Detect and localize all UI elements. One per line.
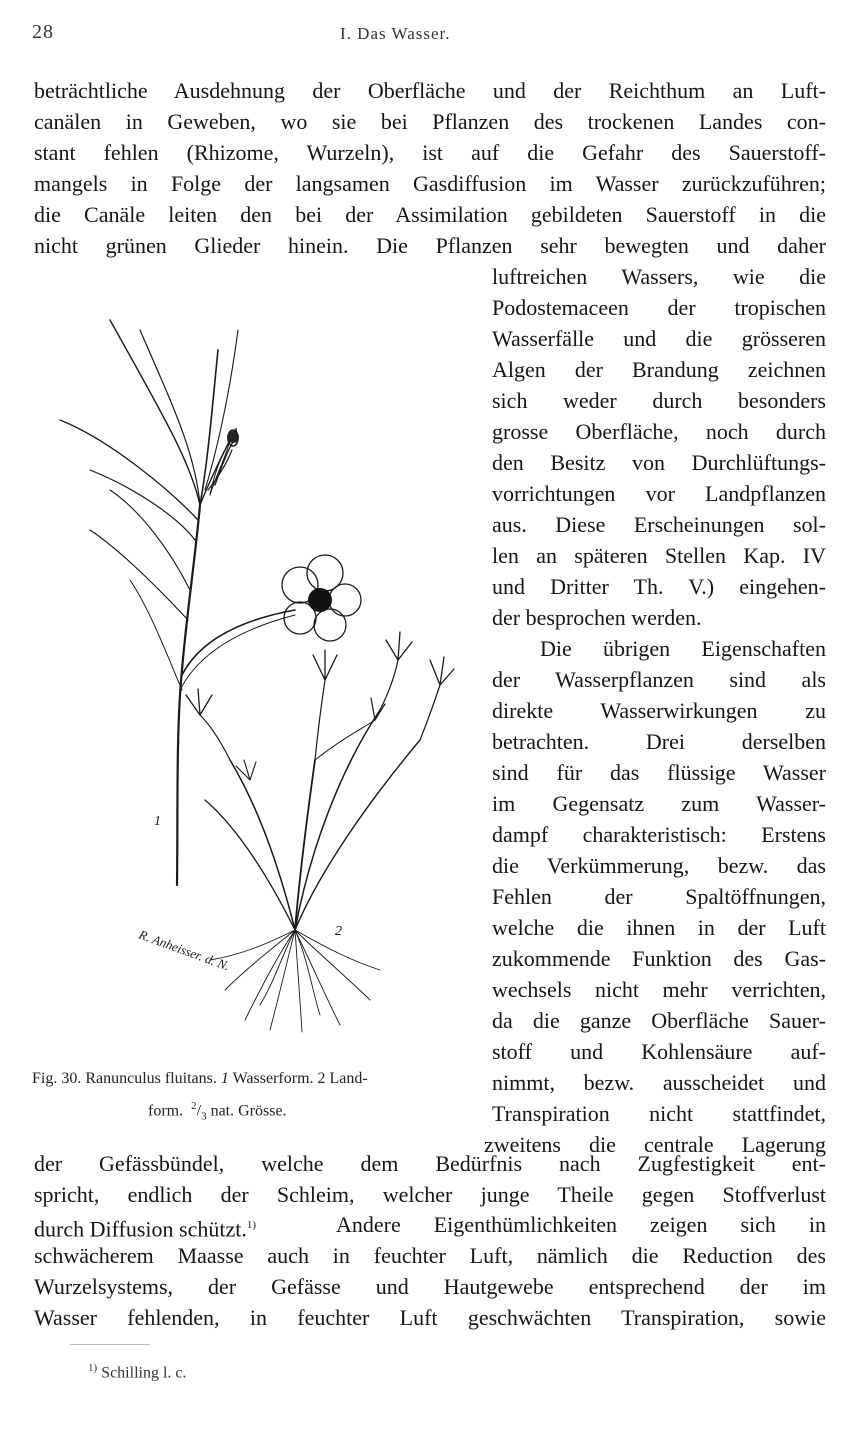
figure-caption-line-1 <box>32 1067 368 1091</box>
caption-label-2: Land- <box>329 1070 368 1087</box>
text-line: direkte Wasserwirkungen zu <box>492 698 826 723</box>
caption-form: form. <box>148 1102 184 1120</box>
text-line: da die ganze Oberfläche Sauer- <box>492 1008 826 1033</box>
drawing-label-2: 2 <box>335 924 342 939</box>
text-line: Algen der Brandung zeichnen <box>492 357 826 382</box>
caption-number-1: 1 <box>220 1070 229 1087</box>
text-line: zukommende Funktion des Gas- <box>492 946 826 971</box>
text-line-with-footnote <box>34 1210 256 1244</box>
footnote-text: Schilling l. c. <box>101 1364 187 1382</box>
text-line: vorrichtungen vor Landpflanzen <box>492 481 826 506</box>
footnote <box>88 1362 187 1382</box>
caption-number-2: 2 <box>317 1070 326 1087</box>
text-line: schwächerem Maasse auch in feuchter Luft, nämlich die Reduction des <box>34 1243 826 1268</box>
text-line: Wurzelsystems, der Gefässe und Hautgewebe entsprechend der im <box>34 1274 826 1299</box>
text-line: nicht grünen Glieder hinein. Die Pflanzen sehr bewegten und daher <box>34 233 826 258</box>
text-line: canälen in Geweben, wo sie bei Pflanzen des trockenen Landes con- <box>34 109 826 134</box>
text-line: der Wasserpflanzen sind als <box>492 667 826 692</box>
page-number: 28 <box>32 21 54 43</box>
text-line: Wasser fehlenden, in feuchter Luft geschwächten Transpiration, sowie <box>34 1305 826 1330</box>
drawing-label-1: 1 <box>154 814 161 829</box>
text-line: dampf charakteristisch: Erstens <box>492 822 826 847</box>
text-line: im Gegensatz zum Wasser- <box>492 791 826 816</box>
text-line: Podostemaceen der tropischen <box>492 295 826 320</box>
text-line: aus. Diese Erscheinungen sol- <box>492 512 826 537</box>
artist-signature: R. Anheisser. d. N. <box>136 926 232 974</box>
text-line: mangels in Folge der langsamen Gasdiffusion im Wasser zurückzuführen; <box>34 171 826 196</box>
text-fragment: durch Diffusion schützt. <box>34 1216 247 1242</box>
running-head: I. Das Wasser. <box>340 24 451 43</box>
text-line: Die übrigen Eigenschaften <box>540 636 826 661</box>
text-line: die Canäle leiten den bei der Assimilation gebildeten Sauerstoff in die <box>34 202 826 227</box>
fraction-denominator: 3 <box>201 1110 207 1123</box>
text-line: luftreichen Wassers, wie die <box>492 264 826 289</box>
caption-size: nat. Grösse. <box>210 1102 287 1120</box>
fraction-numerator: 2 <box>191 1100 197 1112</box>
text-line: den Besitz von Durchlüftungs- <box>492 450 826 475</box>
text-line: grosse Oberfläche, noch durch <box>492 419 826 444</box>
caption-label-1: Wasserform. <box>232 1070 314 1087</box>
text-line: und Dritter Th. V.) eingehen- <box>492 574 826 599</box>
text-line: Andere Eigenthümlichkeiten zeigen sich in <box>336 1212 826 1237</box>
figure-ranunculus-fluitans <box>50 290 470 1050</box>
text-line: betrachten. Drei derselben <box>492 729 826 754</box>
plant-drawing <box>50 290 470 1050</box>
text-line: nimmt, bezw. ausscheidet und <box>492 1070 826 1095</box>
text-line: Fehlen der Spaltöffnungen, <box>492 884 826 909</box>
text-line: spricht, endlich der Schleim, welcher junge Theile gegen Stoffverlust <box>34 1182 826 1207</box>
footnote-marker: 1) <box>88 1362 98 1374</box>
text-line: der Gefässbündel, welche dem Bedürfnis nach Zugfestigkeit ent- <box>34 1151 826 1176</box>
text-line: die Verkümmerung, bezw. das <box>492 853 826 878</box>
footnote-reference[interactable]: 1) <box>246 1219 257 1231</box>
text-line: zweitens die centrale Lagerung <box>484 1132 826 1157</box>
text-line: wechsels nicht mehr verrichten, <box>492 977 826 1002</box>
text-line: Wasserfälle und die grösseren <box>492 326 826 351</box>
text-line: welche die ihnen in der Luft <box>492 915 826 940</box>
figure-caption-line-2: form. $^2/_3$ nat. Grösse. <box>148 1100 287 1123</box>
footnote-rule <box>70 1344 150 1345</box>
text-line: sich weder durch besonders <box>492 388 826 413</box>
text-line: sind für das flüssige Wasser <box>492 760 826 785</box>
text-line: beträchtliche Ausdehnung der Oberfläche und der Reichthum an Luft- <box>34 78 826 103</box>
text-line: len an späteren Stellen Kap. IV <box>492 543 826 568</box>
text-line: stant fehlen (Rhizome, Wurzeln), ist auf die Gefahr des Sauerstoff- <box>34 140 826 165</box>
text-line: stoff und Kohlensäure auf- <box>492 1039 826 1064</box>
text-line: der besprochen werden. <box>492 605 702 630</box>
text-line: Transpiration nicht stattfindet, <box>492 1101 826 1126</box>
caption-prefix: Fig. 30. Ranunculus fluitans. <box>32 1070 217 1087</box>
